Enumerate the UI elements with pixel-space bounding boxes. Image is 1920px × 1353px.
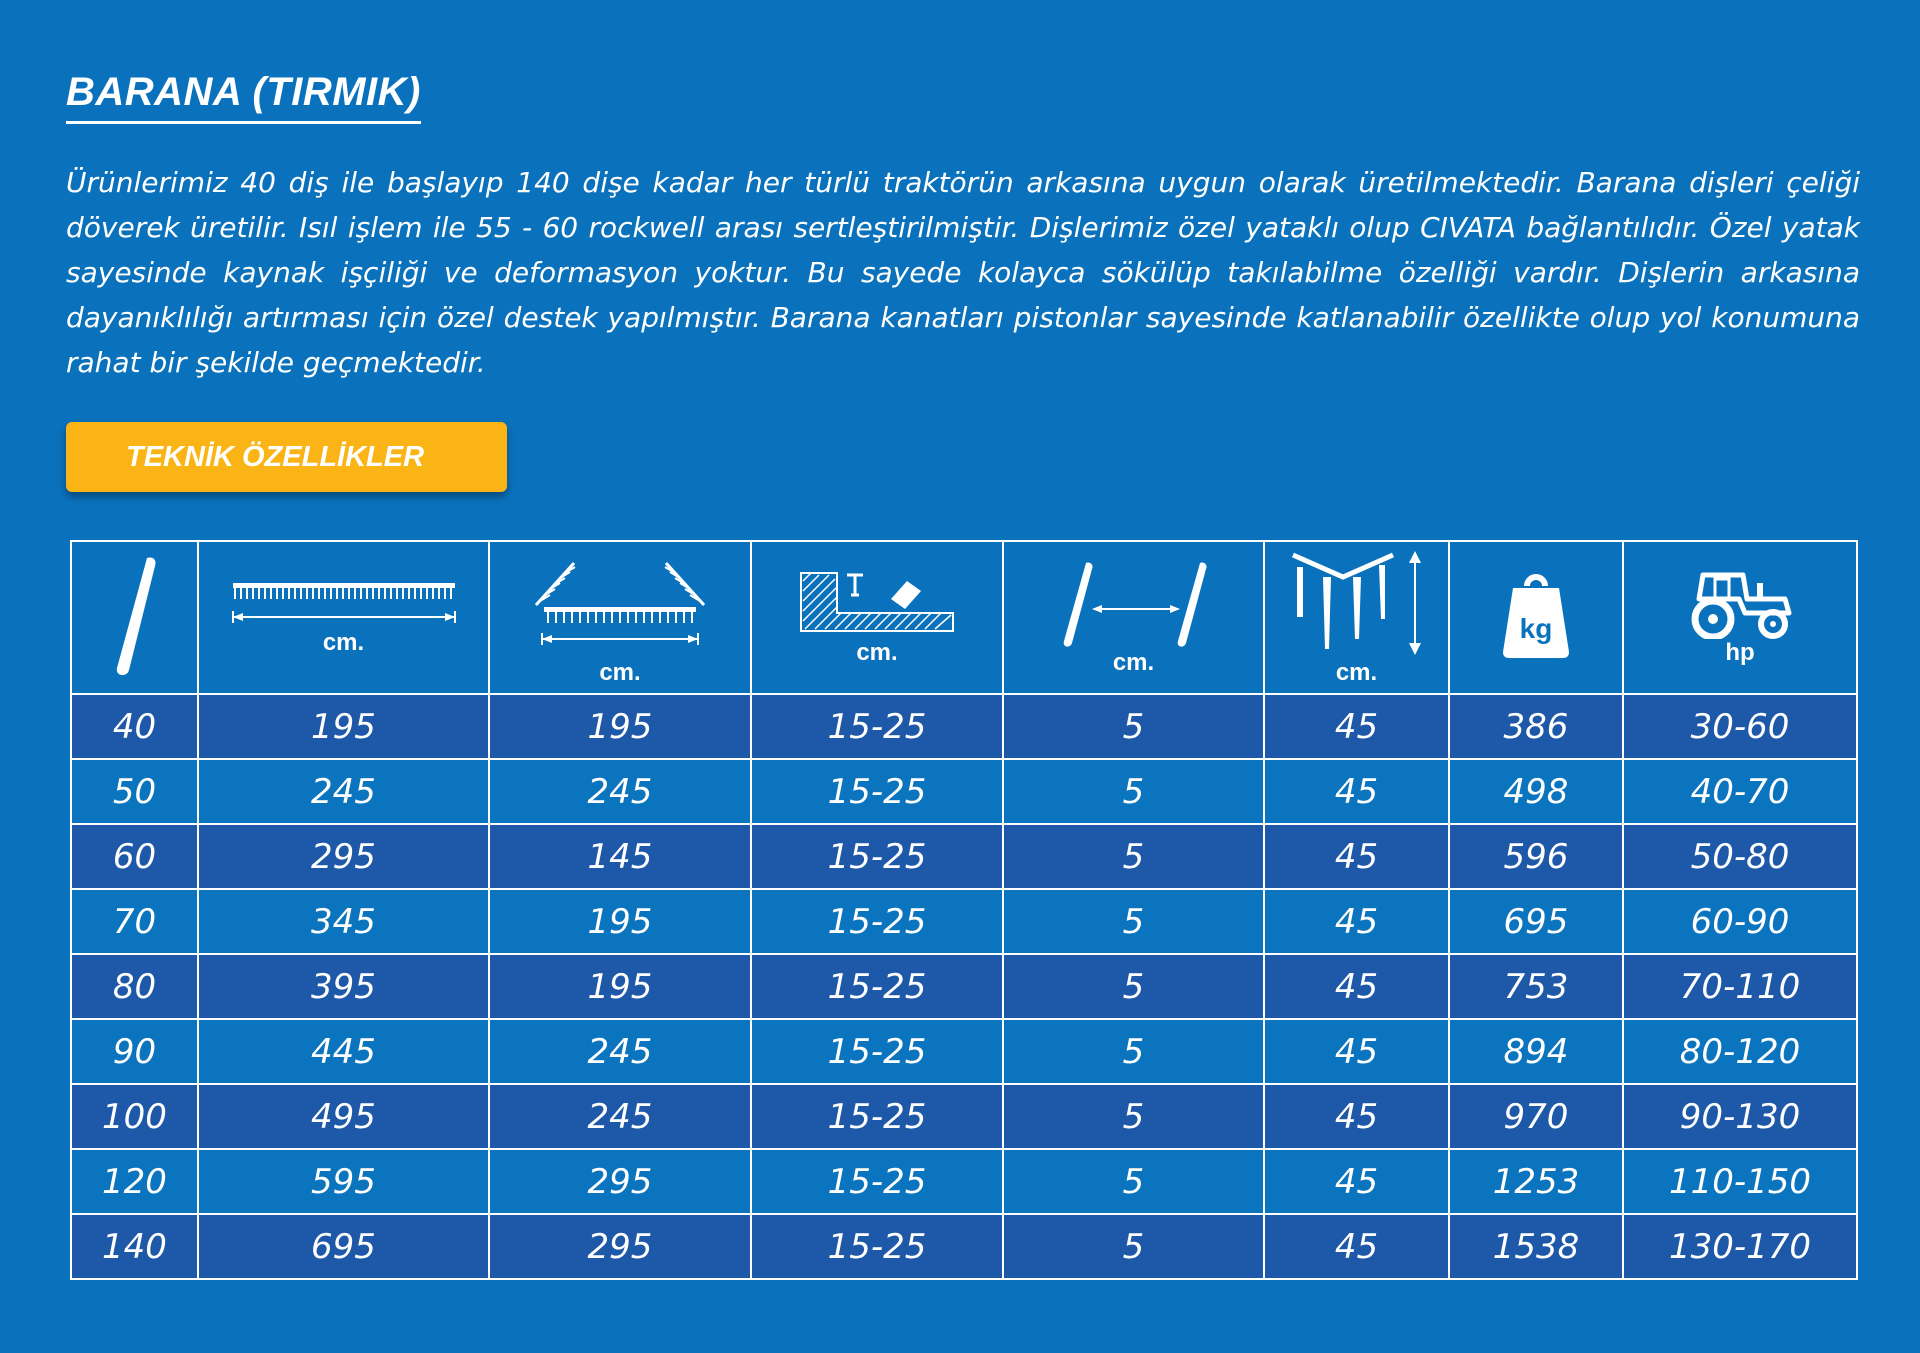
cell-working-depth: 15-25 — [751, 1019, 1003, 1084]
cell-height: 45 — [1264, 1084, 1449, 1149]
cell-power: 130-170 — [1623, 1214, 1857, 1279]
height-unit: cm. — [1335, 658, 1378, 686]
cell-tine-count: 100 — [71, 1084, 198, 1149]
cell-power: 30-60 — [1623, 694, 1857, 759]
cell-working-width: 345 — [198, 889, 489, 954]
table-row — [71, 1149, 1857, 1214]
cell-working-depth: 15-25 — [751, 824, 1003, 889]
spec-table-body — [71, 694, 1857, 1279]
header-working-depth — [751, 541, 1003, 694]
cell-working-depth: 15-25 — [751, 694, 1003, 759]
cell-tine-count: 60 — [71, 824, 198, 889]
cell-tine-count: 80 — [71, 954, 198, 1019]
cell-tine-count: 120 — [71, 1149, 198, 1214]
working-width-unit: cm. — [322, 628, 365, 656]
cell-tine-spacing: 5 — [1003, 889, 1264, 954]
header-weight — [1449, 541, 1623, 694]
cell-working-depth: 15-25 — [751, 954, 1003, 1019]
header-power — [1623, 541, 1857, 694]
header-height — [1264, 541, 1449, 694]
cell-power: 40-70 — [1623, 759, 1857, 824]
tractor-icon — [1685, 569, 1795, 667]
table-row — [71, 1084, 1857, 1149]
cell-tine-count: 90 — [71, 1019, 198, 1084]
product-description: Ürünlerimiz 40 diş ile başlayıp 140 dişe kadar her türlü traktörün arkasına uygun olarak üretilmektedir. Barana dişleri çeliği döverek üretilir. Isıl işlem ile 55 - 60 rockwell arası sertleştirilmiştir. Dişlerimiz özel yataklı olup CIVATA bağlantılıdır. Özel yatak sayesinde kaynak işçiliği ve deformasyon yoktur. Bu sayede kolayca sökülüp takılabilme özelliği vardır. Dişlerin arkasına dayanıklılığı artırması için özel destek yapılmıştır. Barana kanatları pistonlar sayesinde katlanabilir özellikte olup yol konumuna rahat bir şekilde geçmektedir. — [66, 166, 1860, 379]
tine-spacing-unit: cm. — [1112, 648, 1155, 676]
cell-working-width: 245 — [198, 759, 489, 824]
table-row — [71, 1019, 1857, 1084]
cell-weight: 1253 — [1449, 1149, 1623, 1214]
cell-power: 80-120 — [1623, 1019, 1857, 1084]
header-transport-width — [489, 541, 751, 694]
cell-weight: 498 — [1449, 759, 1623, 824]
tine-spacing-icon — [1054, 559, 1214, 677]
cell-tine-spacing: 5 — [1003, 759, 1264, 824]
table-row — [71, 824, 1857, 889]
technical-specs-badge: TEKNİK ÖZELLİKLER — [66, 422, 507, 492]
cell-working-width: 445 — [198, 1019, 489, 1084]
page-title: BARANA (TIRMIK) — [66, 70, 421, 124]
cell-height: 45 — [1264, 759, 1449, 824]
header-tine-spacing — [1003, 541, 1264, 694]
cell-working-depth: 15-25 — [751, 1149, 1003, 1214]
cell-weight: 695 — [1449, 889, 1623, 954]
cell-tine-spacing: 5 — [1003, 1019, 1264, 1084]
cell-weight: 386 — [1449, 694, 1623, 759]
cell-weight: 596 — [1449, 824, 1623, 889]
cell-power: 90-130 — [1623, 1084, 1857, 1149]
table-row — [71, 889, 1857, 954]
spec-table — [70, 540, 1858, 1280]
cell-transport-width: 245 — [489, 759, 751, 824]
cell-working-width: 695 — [198, 1214, 489, 1279]
cell-power: 70-110 — [1623, 954, 1857, 1019]
height-icon — [1287, 549, 1427, 687]
cell-tine-count: 50 — [71, 759, 198, 824]
weight-unit-label: kg — [1519, 612, 1553, 644]
cell-transport-width: 295 — [489, 1214, 751, 1279]
cell-tine-spacing: 5 — [1003, 694, 1264, 759]
cell-tine-spacing: 5 — [1003, 1149, 1264, 1214]
cell-working-width: 195 — [198, 694, 489, 759]
cell-height: 45 — [1264, 889, 1449, 954]
cell-height: 45 — [1264, 694, 1449, 759]
cell-working-depth: 15-25 — [751, 889, 1003, 954]
cell-working-depth: 15-25 — [751, 1214, 1003, 1279]
working-width-icon — [229, 579, 459, 657]
table-header-row — [71, 541, 1857, 694]
working-depth-icon — [797, 569, 957, 667]
cell-power: 110-150 — [1623, 1149, 1857, 1214]
cell-transport-width: 245 — [489, 1019, 751, 1084]
cell-transport-width: 195 — [489, 694, 751, 759]
cell-power: 50-80 — [1623, 824, 1857, 889]
transport-width-unit: cm. — [599, 658, 641, 686]
cell-transport-width: 195 — [489, 954, 751, 1019]
weight-icon — [1501, 572, 1571, 660]
cell-transport-width: 295 — [489, 1149, 751, 1214]
cell-tine-spacing: 5 — [1003, 1214, 1264, 1279]
cell-tine-count: 140 — [71, 1214, 198, 1279]
cell-transport-width: 145 — [489, 824, 751, 889]
cell-tine-spacing: 5 — [1003, 1084, 1264, 1149]
cell-tine-spacing: 5 — [1003, 954, 1264, 1019]
cell-height: 45 — [1264, 1149, 1449, 1214]
cell-weight: 970 — [1449, 1084, 1623, 1149]
cell-height: 45 — [1264, 954, 1449, 1019]
cell-height: 45 — [1264, 1019, 1449, 1084]
cell-working-width: 395 — [198, 954, 489, 1019]
cell-working-depth: 15-25 — [751, 759, 1003, 824]
cell-transport-width: 245 — [489, 1084, 751, 1149]
table-row — [71, 694, 1857, 759]
cell-height: 45 — [1264, 1214, 1449, 1279]
folded-width-icon — [530, 549, 710, 687]
cell-transport-width: 195 — [489, 889, 751, 954]
table-row — [71, 759, 1857, 824]
header-tine-count — [71, 541, 198, 694]
working-depth-unit: cm. — [856, 638, 898, 666]
cell-weight: 1538 — [1449, 1214, 1623, 1279]
cell-working-width: 595 — [198, 1149, 489, 1214]
cell-power: 60-90 — [1623, 889, 1857, 954]
tine-icon — [105, 554, 165, 678]
cell-weight: 753 — [1449, 954, 1623, 1019]
cell-tine-count: 40 — [71, 694, 198, 759]
power-unit: hp — [1725, 638, 1755, 666]
cell-tine-spacing: 5 — [1003, 824, 1264, 889]
cell-tine-count: 70 — [71, 889, 198, 954]
table-row — [71, 954, 1857, 1019]
table-row — [71, 1214, 1857, 1279]
cell-weight: 894 — [1449, 1019, 1623, 1084]
cell-working-width: 495 — [198, 1084, 489, 1149]
header-working-width — [198, 541, 489, 694]
cell-working-depth: 15-25 — [751, 1084, 1003, 1149]
cell-height: 45 — [1264, 824, 1449, 889]
cell-working-width: 295 — [198, 824, 489, 889]
